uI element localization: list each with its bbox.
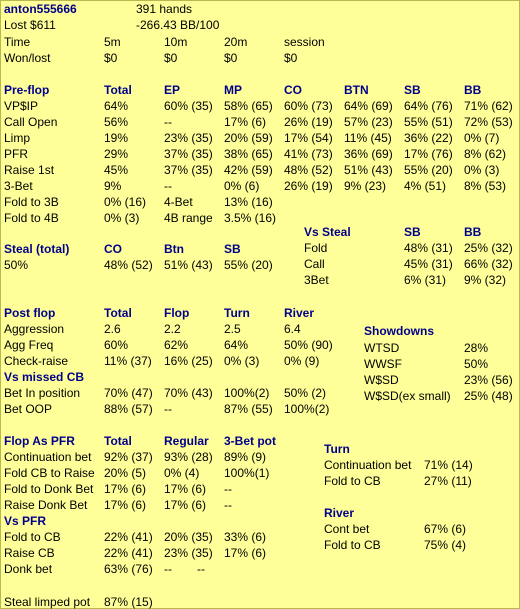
stat-label: PFR — [4, 147, 28, 161]
stat-value: 41% (73) — [284, 147, 333, 161]
stat-value: 71% (14) — [424, 458, 473, 472]
stat-value: 36% (69) — [344, 147, 393, 161]
preflop-title: Pre-flop — [4, 83, 50, 97]
flop-pfr-col-total: Total — [104, 434, 132, 448]
stat-value: 20% (5) — [104, 466, 147, 480]
flop-pfr-col-3bet: 3-Bet pot — [224, 434, 276, 448]
stat-value: 11% (37) — [104, 354, 152, 368]
wonlost-session: $0 — [284, 51, 298, 65]
steal-col-sb: SB — [224, 242, 241, 256]
stat-label: WWSF — [364, 357, 402, 371]
stat-value: 33% (6) — [224, 530, 267, 544]
stat-value: 23% (35) — [164, 131, 213, 145]
stat-label: Limp — [4, 131, 31, 145]
stat-value: -- — [224, 498, 232, 512]
stat-value: 55% (20) — [404, 163, 453, 177]
stat-value: 17% (6) — [104, 498, 147, 512]
hands-count: 391 hands — [136, 2, 193, 16]
vs-pfr-title: Vs PFR — [4, 514, 47, 528]
player-name[interactable]: anton555666 — [4, 2, 77, 16]
stat-label: Donk bet — [4, 562, 53, 576]
stat-label: Cont bet — [324, 522, 370, 536]
stat-value: 100%(2) — [224, 386, 270, 400]
stat-label: Fold CB to Raise — [4, 466, 95, 480]
stat-value: 27% (11) — [424, 474, 472, 488]
stat-value: 87% (55) — [224, 402, 273, 416]
stat-value: 62% — [164, 338, 189, 352]
lost-amount: Lost $611 — [4, 18, 56, 32]
stat-value: -- — [224, 482, 232, 496]
stat-value: 4% (51) — [404, 179, 447, 193]
stat-value: 51% (43) — [164, 258, 213, 272]
stat-label: Agg Freq — [4, 338, 54, 352]
postflop-col-total: Total — [104, 306, 132, 320]
stat-label: Raise 1st — [4, 163, 55, 177]
stat-value: 42% (59) — [224, 163, 273, 177]
stat-value: 22% (41) — [104, 530, 153, 544]
turn-title: Turn — [324, 442, 350, 456]
stat-value: 55% (20) — [224, 258, 273, 272]
stat-label: Fold — [304, 241, 328, 255]
time-label: Time — [4, 35, 31, 49]
stat-value: 100%(2) — [284, 402, 330, 416]
stat-value: 0% (6) — [224, 179, 260, 193]
stat-value: 26% (19) — [284, 179, 333, 193]
stat-value: 64% (69) — [344, 99, 393, 113]
stat-value: 20% (59) — [224, 131, 273, 145]
wonlost-10m: $0 — [164, 51, 178, 65]
stat-value: 60% (35) — [164, 99, 213, 113]
stat-label: 4B range — [164, 211, 213, 225]
stat-value: 37% (35) — [164, 147, 213, 161]
stat-value: 50% (90) — [284, 338, 333, 352]
stat-value: 67% (6) — [424, 522, 467, 536]
stat-label: Raise Donk Bet — [4, 498, 88, 512]
stat-value: 25% (48) — [464, 389, 513, 403]
stat-value: 93% (28) — [164, 450, 213, 464]
stat-value: 37% (35) — [164, 163, 213, 177]
stat-value: -- — [164, 179, 172, 193]
steal-limped-label: Steal limped pot — [4, 595, 91, 609]
stat-value: 89% (9) — [224, 450, 267, 464]
stat-label: Aggression — [4, 322, 65, 336]
stat-value: 55% (51) — [404, 115, 453, 129]
stat-label: Fold to CB — [324, 474, 381, 488]
stat-label: 3-Bet — [4, 179, 33, 193]
preflop-col-total: Total — [104, 83, 132, 97]
flop-pfr-col-regular: Regular — [164, 434, 209, 448]
steal-total-value: 50% — [4, 258, 29, 272]
stat-value: 57% (23) — [344, 115, 393, 129]
stat-value: 64% — [224, 338, 249, 352]
stat-value: 8% (53) — [464, 179, 507, 193]
stat-value: 88% (57) — [104, 402, 153, 416]
stat-value: 0% (3) — [224, 354, 260, 368]
steal-limped-value: 87% (15) — [104, 595, 153, 609]
stat-value: 22% (41) — [104, 546, 153, 560]
postflop-col-turn: Turn — [224, 306, 250, 320]
stat-value: 17% (6) — [164, 498, 207, 512]
stat-value: 9% (23) — [344, 179, 387, 193]
stat-label: WTSD — [364, 341, 400, 355]
stat-value: 45% (31) — [404, 257, 453, 271]
stat-label: Fold to CB — [4, 530, 61, 544]
stat-value: 17% (6) — [164, 482, 207, 496]
stat-label: Continuation bet — [324, 458, 412, 472]
vs-steal-col-bb: BB — [464, 225, 482, 239]
bb100: -266.43 BB/100 — [136, 18, 220, 32]
stat-label: W$SD(ex small) — [364, 389, 451, 403]
stat-value: 51% (43) — [344, 163, 393, 177]
stat-value: 0% (16) — [104, 195, 147, 209]
stat-value: 70% (43) — [164, 386, 213, 400]
stat-value: 64% (76) — [404, 99, 453, 113]
stat-value: 17% (6) — [224, 115, 267, 129]
stat-value: 6% (31) — [404, 273, 447, 287]
stat-label: 3Bet — [304, 273, 329, 287]
stat-label: Continuation bet — [4, 450, 92, 464]
river-title: River — [324, 506, 355, 520]
stat-label: Fold to 4B — [4, 211, 59, 225]
stat-value: 75% (4) — [424, 538, 467, 552]
steal-col-btn: Btn — [164, 242, 184, 256]
vs-missed-cb-title: Vs missed CB — [4, 370, 85, 384]
stat-value: 48% (31) — [404, 241, 453, 255]
stat-value: 3.5% (16) — [224, 211, 277, 225]
preflop-col-sb: SB — [404, 83, 421, 97]
wonlost-5m: $0 — [104, 51, 118, 65]
stat-label: Bet In position — [4, 386, 81, 400]
preflop-col-mp: MP — [224, 83, 242, 97]
period-20m: 20m — [224, 35, 248, 49]
stat-label: Fold to Donk Bet — [4, 482, 94, 496]
stat-value: 50% (2) — [284, 386, 327, 400]
stat-value: 2.2 — [164, 322, 181, 336]
preflop-col-btn: BTN — [344, 83, 369, 97]
preflop-col-bb: BB — [464, 83, 482, 97]
stat-value: 29% — [104, 147, 129, 161]
stat-value: 13% (16) — [224, 195, 273, 209]
stat-value: 45% — [104, 163, 129, 177]
stat-value: 36% (22) — [404, 131, 453, 145]
stat-value: 0% (7) — [464, 131, 500, 145]
stat-value: 23% (35) — [164, 546, 213, 560]
stat-value: 100%(1) — [224, 466, 270, 480]
stat-value: 71% (62) — [464, 99, 513, 113]
stat-value: 17% (54) — [284, 131, 333, 145]
period-session: session — [284, 35, 325, 49]
postflop-col-river: River — [284, 306, 315, 320]
stat-value: 2.6 — [104, 322, 121, 336]
period-5m: 5m — [104, 35, 121, 49]
stat-value: -- — [164, 402, 172, 416]
postflop-title: Post flop — [4, 306, 56, 320]
stat-label: Raise CB — [4, 546, 55, 560]
preflop-col-co: CO — [284, 83, 302, 97]
stat-value: 92% (37) — [104, 450, 153, 464]
stat-value: 19% — [104, 131, 129, 145]
stat-value: -- — [197, 562, 205, 576]
stat-value: 25% (32) — [464, 241, 513, 255]
flop-pfr-title: Flop As PFR — [4, 434, 75, 448]
stat-value: 8% (62) — [464, 147, 507, 161]
stat-value: 0% (4) — [164, 466, 200, 480]
stat-value: -- — [164, 115, 172, 129]
stat-label: 4-Bet — [164, 195, 193, 209]
stat-value: 66% (32) — [464, 257, 513, 271]
vs-steal-title: Vs Steal — [304, 225, 351, 239]
stat-value: 60% — [104, 338, 129, 352]
stat-label: Fold to CB — [324, 538, 381, 552]
steal-col-co: CO — [104, 242, 122, 256]
period-10m: 10m — [164, 35, 188, 49]
stat-value: 58% (65) — [224, 99, 273, 113]
stat-value: 70% (47) — [104, 386, 153, 400]
stat-value: 17% (6) — [224, 546, 267, 560]
wonlost-20m: $0 — [224, 51, 238, 65]
stat-value: 20% (35) — [164, 530, 213, 544]
stat-label: Fold to 3B — [4, 195, 59, 209]
stat-value: 64% — [104, 99, 129, 113]
vs-steal-col-sb: SB — [404, 225, 421, 239]
stat-value: 6.4 — [284, 322, 301, 336]
stat-value: 0% (9) — [284, 354, 320, 368]
wonlost-label: Won/lost — [4, 51, 51, 65]
stat-value: 56% — [104, 115, 129, 129]
stat-value: 50% — [464, 357, 489, 371]
preflop-col-ep: EP — [164, 83, 181, 97]
stat-value: 9% — [104, 179, 122, 193]
stat-value: 9% (32) — [464, 273, 507, 287]
stat-value: 2.5 — [224, 322, 241, 336]
stat-value: 0% (3) — [104, 211, 140, 225]
stat-value: 0% (3) — [464, 163, 500, 177]
stat-value: 17% (6) — [104, 482, 147, 496]
stat-label: Check-raise — [4, 354, 69, 368]
stat-value: 26% (19) — [284, 115, 333, 129]
showdowns-title: Showdowns — [364, 324, 434, 338]
postflop-col-flop: Flop — [164, 306, 190, 320]
stat-label: VP$IP — [4, 99, 39, 113]
stat-value: 48% (52) — [284, 163, 333, 177]
stat-label: W$SD — [364, 373, 399, 387]
stat-value: 38% (65) — [224, 147, 273, 161]
stat-value: 60% (73) — [284, 99, 333, 113]
stat-value: 17% (76) — [404, 147, 453, 161]
stat-value: 72% (53) — [464, 115, 513, 129]
stat-value: 23% (56) — [464, 373, 513, 387]
stat-value: 28% — [464, 341, 489, 355]
stat-value: 48% (52) — [104, 258, 153, 272]
stat-value: 11% (45) — [344, 131, 392, 145]
steal-title: Steal (total) — [4, 242, 70, 256]
stat-label: Call — [304, 257, 325, 271]
stat-value: 16% (25) — [164, 354, 213, 368]
stat-value: -- — [164, 562, 172, 576]
stat-label: Call Open — [4, 115, 58, 129]
stat-value: 63% (76) — [104, 562, 153, 576]
stat-label: Bet OOP — [4, 402, 53, 416]
